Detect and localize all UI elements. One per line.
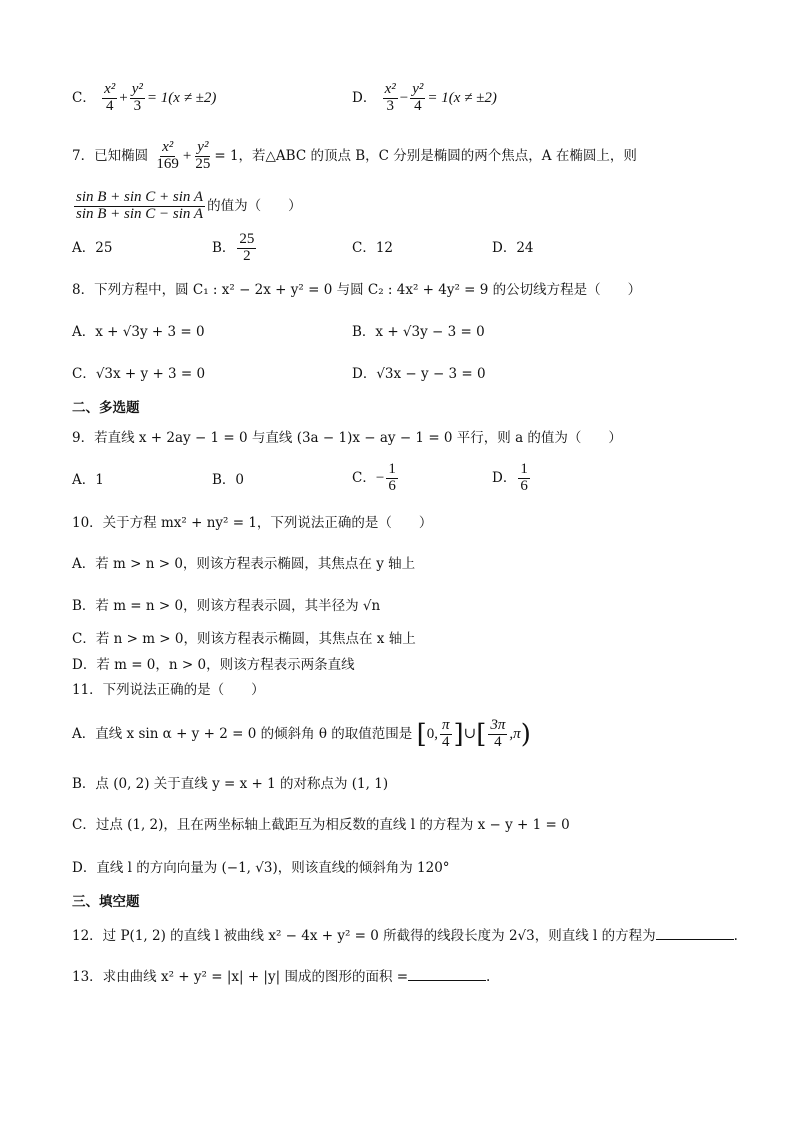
q8-option-d: D．√3x − y − 3 = 0 xyxy=(352,366,486,382)
q7-option-b: B． $\frac{25}{2}$ xyxy=(212,231,255,264)
q10-stem: 10．关于方程 mx² + ny² = 1，下列说法正确的是（ ） xyxy=(72,515,433,531)
q10-option-b: B．若 m = n > 0，则该方程表示圆，其半径为 √n xyxy=(72,598,381,614)
q10-option-c: C．若 n > m > 0，则该方程表示椭圆，其焦点在 x 轴上 xyxy=(72,631,416,647)
q6-option-c: C． $\frac{\text{x²}}{4}$ + $\frac{\text{y²}}{3}$ = 1(x ≠ ±2) xyxy=(72,81,217,114)
q11-stem: 11．下列说法正确的是（ ） xyxy=(72,682,265,698)
q8-option-a: A．x + √3y + 3 = 0 xyxy=(72,324,205,340)
q13-answer-blank[interactable] xyxy=(408,966,486,981)
q8-option-c: C．√3x + y + 3 = 0 xyxy=(72,366,206,382)
q11-option-a: A．直线 x sin α + y + 2 = 0 的倾斜角 θ 的取值范围是 [0, $\frac{\pi}{4}$ ]∪[ $\frac{3\pi}{4}$ ,π) xyxy=(72,717,531,750)
q7-fraction-line: $\frac{\text{sin B + sin C + sin A}}{\text{sin B + sin C − sin A}}$ 的值为（ ） xyxy=(76,189,302,222)
q13-stem: 13．求由曲线 x² + y² = |x| + |y| 围成的图形的面积 = . xyxy=(72,966,490,987)
q7-option-d: D．24 xyxy=(492,240,534,256)
q7-option-a: A．25 xyxy=(72,240,113,256)
section-fill-blank-heading: 三、填空题 xyxy=(72,894,140,910)
q8-option-b: B．x + √3y − 3 = 0 xyxy=(352,324,485,340)
q10-option-a: A．若 m > n > 0，则该方程表示椭圆，其焦点在 y 轴上 xyxy=(72,556,416,572)
q9-option-a: A．1 xyxy=(72,472,104,488)
q9-stem: 9．若直线 x + 2ay − 1 = 0 与直线 (3a − 1)x − ay − 1 = 0 平行，则 a 的值为（ ） xyxy=(72,430,622,446)
section-multi-choice-heading: 二、多选题 xyxy=(72,400,140,416)
q11-option-d: D．直线 l 的方向向量为 (−1, √3)，则该直线的倾斜角为 120° xyxy=(72,860,450,876)
q7-option-c: C．12 xyxy=(352,240,394,256)
q12-answer-blank[interactable] xyxy=(656,925,734,940)
q11-option-c: C．过点 (1, 2)，且在两坐标轴上截距互为相反数的直线 l 的方程为 x − y + 1 = 0 xyxy=(72,817,570,833)
q7-stem: 7．已知椭圆 $\frac{\text{x²}}{169}$ + $\frac{\text{y²}}{25}$ = 1，若△ABC 的顶点 B，C 分别是椭圆的两个焦点，A 在椭圆上，则 xyxy=(72,139,637,172)
q6-option-d: D． $\frac{\text{x²}}{3}$ − $\frac{\text{y²}}{4}$ = 1(x ≠ ±2) xyxy=(352,81,497,114)
q11-option-b: B．点 (0, 2) 关于直线 y = x + 1 的对称点为 (1, 1) xyxy=(72,776,389,792)
q9-option-d: D． $\frac{1}{6}$ xyxy=(492,461,528,494)
q12-stem: 12．过 P(1, 2) 的直线 l 被曲线 x² − 4x + y² = 0 所截得的线段长度为 2√3，则直线 l 的方程为 . xyxy=(72,925,738,946)
q10-option-d: D．若 m = 0，n > 0，则该方程表示两条直线 xyxy=(72,657,355,673)
q9-option-c: C．− $\frac{1}{6}$ xyxy=(352,461,396,494)
q8-stem: 8．下列方程中，圆 C₁ : x² − 2x + y² = 0 与圆 C₂ : 4x² + 4y² = 9 的公切线方程是（ ） xyxy=(72,282,642,298)
q9-option-b: B．0 xyxy=(212,472,245,488)
